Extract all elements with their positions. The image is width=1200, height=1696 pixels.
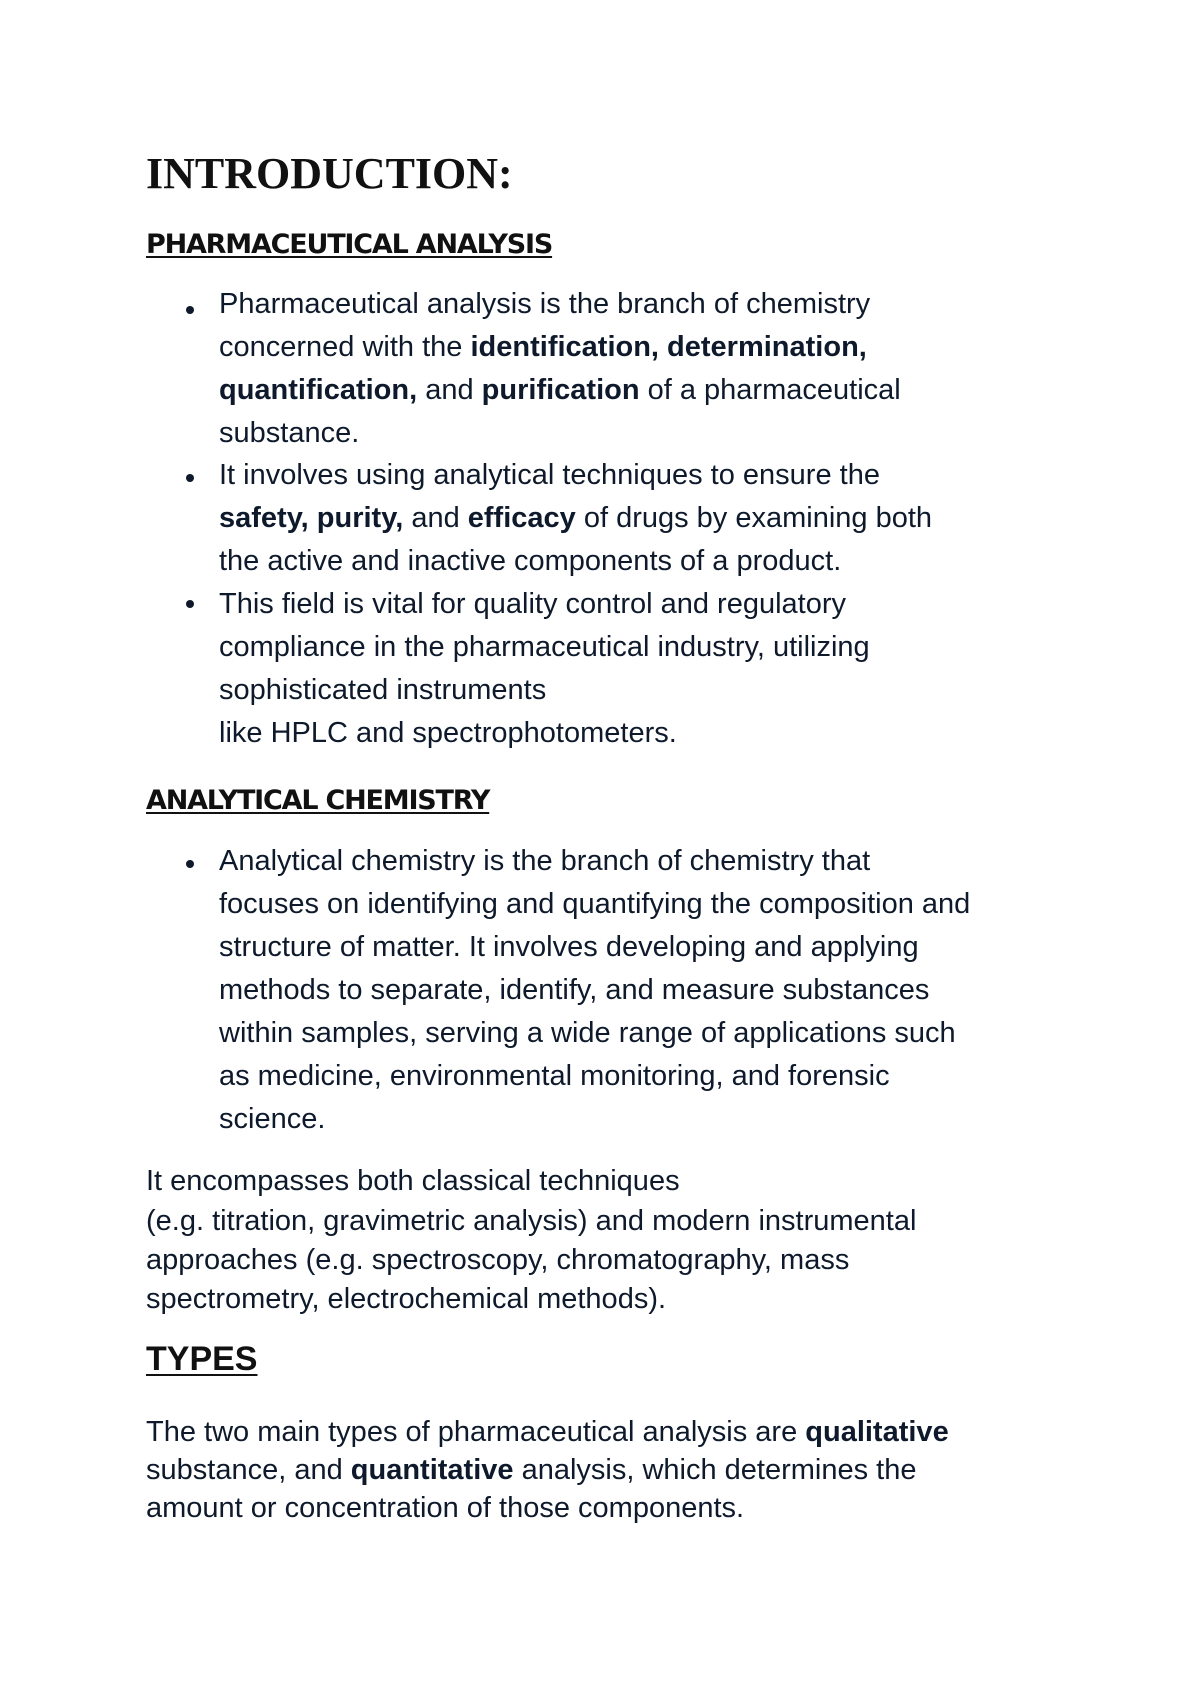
bullet-line: focuses on identifying and quantifying the composition and <box>219 888 971 920</box>
bullet-line: This field is vital for quality control and regulatory <box>219 588 847 620</box>
bullet-line: substance. <box>219 417 360 449</box>
paragraph-line: substance, and quantitative analysis, which determines the <box>146 1454 917 1486</box>
bullet-dot <box>186 474 194 482</box>
bullet-line: as medicine, environmental monitoring, and forensic <box>219 1060 890 1092</box>
bullet-line: within samples, serving a wide range of applications such <box>219 1017 956 1049</box>
bullet-line: concerned with the identification, determination, <box>219 331 867 363</box>
paragraph-line: spectrometry, electrochemical methods). <box>146 1283 667 1315</box>
paragraph-line: approaches (e.g. spectroscopy, chromatography, mass <box>146 1244 850 1276</box>
bullet-dot <box>186 860 194 868</box>
analytical-chemistry-heading: ANALYTICAL CHEMISTRY <box>146 785 490 816</box>
bullet-line: It involves using analytical techniques to ensure the <box>219 459 880 491</box>
pharmaceutical-analysis-heading: PHARMACEUTICAL ANALYSIS <box>146 229 553 260</box>
paragraph-line: amount or concentration of those components. <box>146 1492 745 1524</box>
introduction-heading: INTRODUCTION: <box>146 149 513 198</box>
paragraph-line: (e.g. titration, gravimetric analysis) and modern instrumental <box>146 1205 917 1237</box>
bullet-line: like HPLC and spectrophotometers. <box>219 717 677 749</box>
bullet-line: safety, purity, and efficacy of drugs by examining both <box>219 502 933 534</box>
types-heading: TYPES <box>146 1340 258 1378</box>
bullet-dot <box>186 306 194 314</box>
bullet-line: Analytical chemistry is the branch of chemistry that <box>219 845 871 877</box>
paragraph-line: It encompasses both classical techniques <box>146 1165 680 1197</box>
bullet-line: Pharmaceutical analysis is the branch of chemistry <box>219 288 871 320</box>
bullet-dot <box>186 600 194 608</box>
bullet-line: structure of matter. It involves developing and applying <box>219 931 919 963</box>
bullet-line: science. <box>219 1103 326 1135</box>
bullet-line: methods to separate, identify, and measure substances <box>219 974 930 1006</box>
bullet-line: sophisticated instruments <box>219 674 547 706</box>
bullet-line: quantification, and purification of a pharmaceutical <box>219 374 901 406</box>
bullet-line: compliance in the pharmaceutical industry, utilizing <box>219 631 870 663</box>
paragraph-line: The two main types of pharmaceutical analysis are qualitative <box>146 1416 949 1448</box>
bullet-line: the active and inactive components of a product. <box>219 545 842 577</box>
